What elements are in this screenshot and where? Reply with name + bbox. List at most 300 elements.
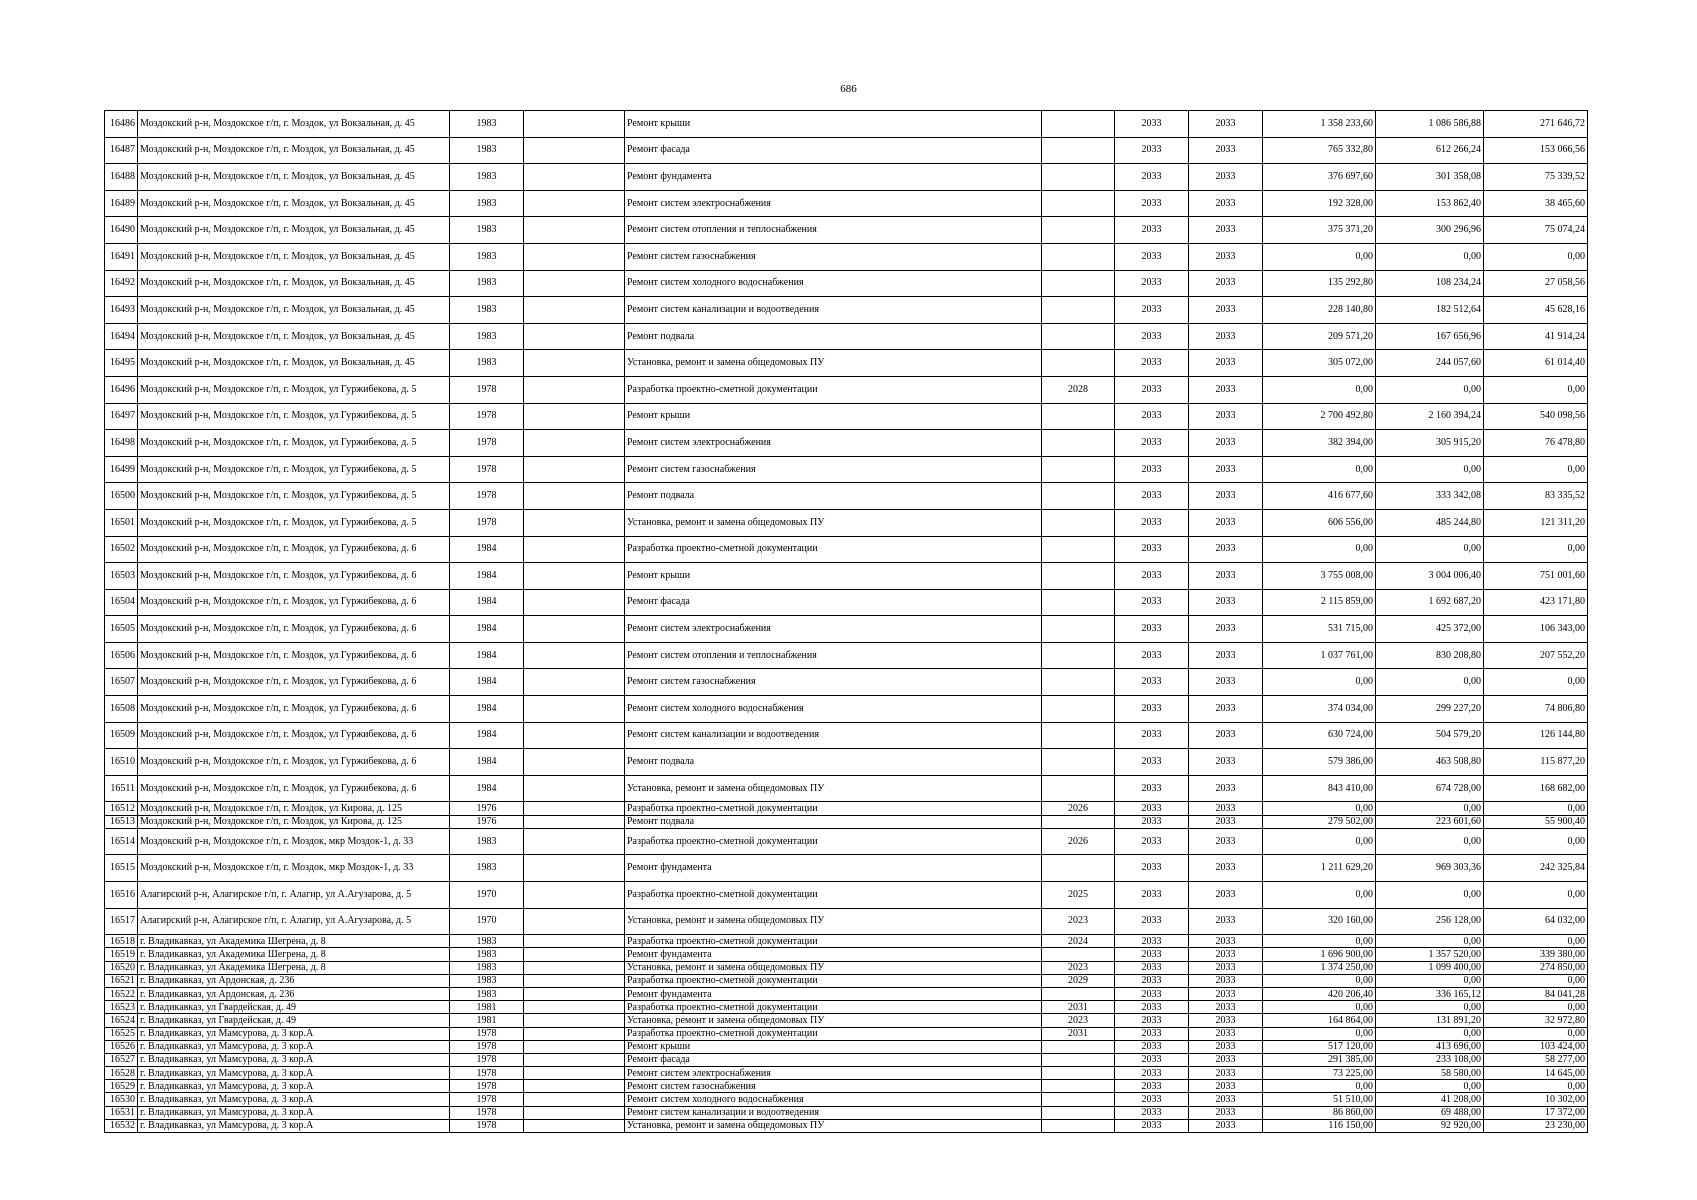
empty-cell	[524, 815, 625, 828]
table-row	[105, 1093, 1588, 1106]
owner-share-cell: 75 339,52	[1484, 164, 1588, 191]
planned-year-cell: 2023	[1042, 908, 1115, 935]
work-type-cell: Ремонт систем холодного водоснабжения	[625, 1093, 1042, 1106]
empty-cell	[524, 270, 625, 297]
total-cost-cell: 579 386,00	[1263, 749, 1376, 776]
start-year-cell: 2033	[1115, 642, 1189, 669]
owner-share-cell: 0,00	[1484, 882, 1588, 909]
start-year-cell: 2033	[1115, 137, 1189, 164]
table-row	[105, 908, 1588, 935]
total-cost-cell: 51 510,00	[1263, 1093, 1376, 1106]
fund-share-cell: 299 227,20	[1376, 696, 1484, 723]
fund-share-cell: 0,00	[1376, 802, 1484, 815]
year-built-cell: 1983	[450, 987, 524, 1000]
work-type-cell: Установка, ремонт и замена общедомовых ПУ	[625, 961, 1042, 974]
total-cost-cell: 0,00	[1263, 669, 1376, 696]
page-number: 686	[840, 83, 857, 95]
total-cost-cell: 0,00	[1263, 802, 1376, 815]
work-type-cell: Установка, ремонт и замена общедомовых ПУ	[625, 775, 1042, 802]
row-number-cell: 16486	[105, 111, 138, 138]
empty-cell	[524, 297, 625, 324]
start-year-cell: 2033	[1115, 483, 1189, 510]
start-year-cell: 2033	[1115, 855, 1189, 882]
table-row	[105, 828, 1588, 855]
table-row	[105, 589, 1588, 616]
address-cell: Моздокский р-н, Моздокское г/п, г. Моздок, ул Вокзальная, д. 45	[138, 111, 450, 138]
total-cost-cell: 517 120,00	[1263, 1040, 1376, 1053]
owner-share-cell: 83 335,52	[1484, 483, 1588, 510]
empty-cell	[524, 1040, 625, 1053]
address-cell: Моздокский р-н, Моздокское г/п, г. Моздок, ул Гуржибекова, д. 6	[138, 563, 450, 590]
address-cell: Моздокский р-н, Моздокское г/п, г. Моздок, ул Вокзальная, д. 45	[138, 323, 450, 350]
address-cell: г. Владикавказ, ул Мамсурова, д. 3 кор.А	[138, 1119, 450, 1132]
fund-share-cell: 182 512,64	[1376, 297, 1484, 324]
total-cost-cell: 374 034,00	[1263, 696, 1376, 723]
end-year-cell: 2033	[1189, 669, 1263, 696]
start-year-cell: 2033	[1115, 323, 1189, 350]
fund-share-cell: 3 004 006,40	[1376, 563, 1484, 590]
work-type-cell: Ремонт систем канализации и водоотведения	[625, 297, 1042, 324]
year-built-cell: 1978	[450, 403, 524, 430]
end-year-cell: 2033	[1189, 323, 1263, 350]
row-number-cell: 16524	[105, 1014, 138, 1027]
fund-share-cell: 0,00	[1376, 882, 1484, 909]
work-type-cell: Ремонт систем газоснабжения	[625, 456, 1042, 483]
total-cost-cell: 606 556,00	[1263, 509, 1376, 536]
fund-share-cell: 0,00	[1376, 935, 1484, 948]
owner-share-cell: 106 343,00	[1484, 616, 1588, 643]
work-type-cell: Ремонт систем электроснабжения	[625, 616, 1042, 643]
year-built-cell: 1978	[450, 430, 524, 457]
year-built-cell: 1983	[450, 828, 524, 855]
address-cell: г. Владикавказ, ул Мамсурова, д. 3 кор.А	[138, 1027, 450, 1040]
work-type-cell: Установка, ремонт и замена общедомовых ПУ	[625, 1014, 1042, 1027]
work-type-cell: Ремонт систем холодного водоснабжения	[625, 696, 1042, 723]
fund-share-cell: 0,00	[1376, 1027, 1484, 1040]
owner-share-cell: 751 001,60	[1484, 563, 1588, 590]
start-year-cell: 2033	[1115, 749, 1189, 776]
end-year-cell: 2033	[1189, 137, 1263, 164]
table-row	[105, 722, 1588, 749]
row-number-cell: 16505	[105, 616, 138, 643]
row-number-cell: 16516	[105, 882, 138, 909]
empty-cell	[524, 987, 625, 1000]
owner-share-cell: 0,00	[1484, 536, 1588, 563]
work-type-cell: Ремонт фундамента	[625, 987, 1042, 1000]
fund-share-cell: 485 244,80	[1376, 509, 1484, 536]
empty-cell	[524, 456, 625, 483]
owner-share-cell: 76 478,80	[1484, 430, 1588, 457]
empty-cell	[524, 908, 625, 935]
total-cost-cell: 228 140,80	[1263, 297, 1376, 324]
empty-cell	[524, 376, 625, 403]
end-year-cell: 2033	[1189, 1040, 1263, 1053]
total-cost-cell: 382 394,00	[1263, 430, 1376, 457]
fund-share-cell: 0,00	[1376, 536, 1484, 563]
fund-share-cell: 413 696,00	[1376, 1040, 1484, 1053]
start-year-cell: 2033	[1115, 217, 1189, 244]
table-row	[105, 815, 1588, 828]
empty-cell	[524, 616, 625, 643]
work-type-cell: Установка, ремонт и замена общедомовых ПУ	[625, 1119, 1042, 1132]
work-type-cell: Установка, ремонт и замена общедомовых ПУ	[625, 509, 1042, 536]
address-cell: Моздокский р-н, Моздокское г/п, г. Моздок, ул Гуржибекова, д. 5	[138, 456, 450, 483]
planned-year-cell: 2026	[1042, 828, 1115, 855]
total-cost-cell: 420 206,40	[1263, 987, 1376, 1000]
fund-share-cell: 305 915,20	[1376, 430, 1484, 457]
row-number-cell: 16527	[105, 1053, 138, 1066]
year-built-cell: 1984	[450, 616, 524, 643]
end-year-cell: 2033	[1189, 802, 1263, 815]
row-number-cell: 16489	[105, 190, 138, 217]
year-built-cell: 1978	[450, 376, 524, 403]
owner-share-cell: 207 552,20	[1484, 642, 1588, 669]
planned-year-cell	[1042, 696, 1115, 723]
planned-year-cell	[1042, 616, 1115, 643]
planned-year-cell	[1042, 403, 1115, 430]
owner-share-cell: 55 900,40	[1484, 815, 1588, 828]
total-cost-cell: 279 502,00	[1263, 815, 1376, 828]
end-year-cell: 2033	[1189, 775, 1263, 802]
end-year-cell: 2033	[1189, 855, 1263, 882]
fund-share-cell: 92 920,00	[1376, 1119, 1484, 1132]
total-cost-cell: 2 700 492,80	[1263, 403, 1376, 430]
owner-share-cell: 115 877,20	[1484, 749, 1588, 776]
row-number-cell: 16529	[105, 1080, 138, 1093]
empty-cell	[524, 669, 625, 696]
work-type-cell: Разработка проектно-сметной документации	[625, 882, 1042, 909]
row-number-cell: 16521	[105, 974, 138, 987]
fund-share-cell: 830 208,80	[1376, 642, 1484, 669]
row-number-cell: 16531	[105, 1106, 138, 1119]
start-year-cell: 2033	[1115, 430, 1189, 457]
year-built-cell: 1983	[450, 164, 524, 191]
owner-share-cell: 0,00	[1484, 669, 1588, 696]
empty-cell	[524, 589, 625, 616]
table-row	[105, 775, 1588, 802]
planned-year-cell	[1042, 642, 1115, 669]
row-number-cell: 16502	[105, 536, 138, 563]
fund-share-cell: 0,00	[1376, 1080, 1484, 1093]
year-built-cell: 1984	[450, 642, 524, 669]
planned-year-cell: 2029	[1042, 974, 1115, 987]
table-row	[105, 509, 1588, 536]
planned-year-cell: 2023	[1042, 961, 1115, 974]
owner-share-cell: 271 646,72	[1484, 111, 1588, 138]
address-cell: Моздокский р-н, Моздокское г/п, г. Моздок, ул Гуржибекова, д. 6	[138, 616, 450, 643]
row-number-cell: 16504	[105, 589, 138, 616]
work-type-cell: Ремонт систем отопления и теплоснабжения	[625, 642, 1042, 669]
total-cost-cell: 531 715,00	[1263, 616, 1376, 643]
address-cell: г. Владикавказ, ул Академика Шегрена, д. 8	[138, 948, 450, 961]
year-built-cell: 1983	[450, 270, 524, 297]
total-cost-cell: 2 115 859,00	[1263, 589, 1376, 616]
owner-share-cell: 168 682,00	[1484, 775, 1588, 802]
year-built-cell: 1978	[450, 483, 524, 510]
row-number-cell: 16495	[105, 350, 138, 377]
start-year-cell: 2033	[1115, 908, 1189, 935]
fund-share-cell: 256 128,00	[1376, 908, 1484, 935]
empty-cell	[524, 696, 625, 723]
fund-share-cell: 223 601,60	[1376, 815, 1484, 828]
year-built-cell: 1976	[450, 815, 524, 828]
planned-year-cell	[1042, 297, 1115, 324]
owner-share-cell: 0,00	[1484, 376, 1588, 403]
empty-cell	[524, 802, 625, 815]
owner-share-cell: 0,00	[1484, 828, 1588, 855]
planned-year-cell	[1042, 270, 1115, 297]
row-number-cell: 16526	[105, 1040, 138, 1053]
year-built-cell: 1983	[450, 111, 524, 138]
year-built-cell: 1984	[450, 696, 524, 723]
planned-year-cell: 2028	[1042, 376, 1115, 403]
total-cost-cell: 305 072,00	[1263, 350, 1376, 377]
table-row	[105, 1014, 1588, 1027]
planned-year-cell	[1042, 1040, 1115, 1053]
year-built-cell: 1978	[450, 456, 524, 483]
owner-share-cell: 0,00	[1484, 456, 1588, 483]
empty-cell	[524, 1093, 625, 1106]
row-number-cell: 16515	[105, 855, 138, 882]
row-number-cell: 16498	[105, 430, 138, 457]
planned-year-cell	[1042, 815, 1115, 828]
end-year-cell: 2033	[1189, 430, 1263, 457]
table-row	[105, 1119, 1588, 1132]
empty-cell	[524, 1027, 625, 1040]
address-cell: Моздокский р-н, Моздокское г/п, г. Моздок, ул Вокзальная, д. 45	[138, 190, 450, 217]
start-year-cell: 2033	[1115, 1027, 1189, 1040]
table-row	[105, 456, 1588, 483]
address-cell: Моздокский р-н, Моздокское г/п, г. Моздок, ул Гуржибекова, д. 5	[138, 376, 450, 403]
empty-cell	[524, 749, 625, 776]
work-type-cell: Ремонт фасада	[625, 1053, 1042, 1066]
row-number-cell: 16488	[105, 164, 138, 191]
work-type-cell: Разработка проектно-сметной документации	[625, 536, 1042, 563]
owner-share-cell: 0,00	[1484, 1027, 1588, 1040]
planned-year-cell: 2023	[1042, 1014, 1115, 1027]
planned-year-cell	[1042, 1119, 1115, 1132]
address-cell: Моздокский р-н, Моздокское г/п, г. Моздок, ул Вокзальная, д. 45	[138, 217, 450, 244]
end-year-cell: 2033	[1189, 350, 1263, 377]
start-year-cell: 2033	[1115, 815, 1189, 828]
end-year-cell: 2033	[1189, 882, 1263, 909]
table-row	[105, 616, 1588, 643]
start-year-cell: 2033	[1115, 589, 1189, 616]
row-number-cell: 16494	[105, 323, 138, 350]
end-year-cell: 2033	[1189, 908, 1263, 935]
year-built-cell: 1983	[450, 323, 524, 350]
year-built-cell: 1983	[450, 190, 524, 217]
planned-year-cell	[1042, 456, 1115, 483]
planned-year-cell	[1042, 722, 1115, 749]
start-year-cell: 2033	[1115, 935, 1189, 948]
address-cell: Моздокский р-н, Моздокское г/п, г. Моздок, ул Гуржибекова, д. 6	[138, 536, 450, 563]
work-type-cell: Разработка проектно-сметной документации	[625, 1001, 1042, 1014]
end-year-cell: 2033	[1189, 536, 1263, 563]
owner-share-cell: 27 058,56	[1484, 270, 1588, 297]
empty-cell	[524, 536, 625, 563]
work-type-cell: Разработка проектно-сметной документации	[625, 376, 1042, 403]
year-built-cell: 1981	[450, 1014, 524, 1027]
start-year-cell: 2033	[1115, 1067, 1189, 1080]
start-year-cell: 2033	[1115, 1080, 1189, 1093]
table-row	[105, 430, 1588, 457]
work-type-cell: Ремонт крыши	[625, 111, 1042, 138]
address-cell: г. Владикавказ, ул Гвардейская, д. 49	[138, 1001, 450, 1014]
total-cost-cell: 73 225,00	[1263, 1067, 1376, 1080]
work-type-cell: Ремонт систем газоснабжения	[625, 669, 1042, 696]
owner-share-cell: 0,00	[1484, 802, 1588, 815]
end-year-cell: 2033	[1189, 456, 1263, 483]
address-cell: г. Владикавказ, ул Мамсурова, д. 3 кор.А	[138, 1093, 450, 1106]
row-number-cell: 16487	[105, 137, 138, 164]
address-cell: Моздокский р-н, Моздокское г/п, г. Моздок, ул Вокзальная, д. 45	[138, 350, 450, 377]
work-type-cell: Ремонт систем электроснабжения	[625, 430, 1042, 457]
row-number-cell: 16497	[105, 403, 138, 430]
end-year-cell: 2033	[1189, 1014, 1263, 1027]
table-row	[105, 111, 1588, 138]
work-type-cell: Ремонт крыши	[625, 403, 1042, 430]
row-number-cell: 16500	[105, 483, 138, 510]
fund-share-cell: 300 296,96	[1376, 217, 1484, 244]
year-built-cell: 1984	[450, 669, 524, 696]
table-row	[105, 1027, 1588, 1040]
empty-cell	[524, 974, 625, 987]
row-number-cell: 16490	[105, 217, 138, 244]
address-cell: г. Владикавказ, ул Мамсурова, д. 3 кор.А	[138, 1053, 450, 1066]
fund-share-cell: 301 358,08	[1376, 164, 1484, 191]
work-type-cell: Ремонт фундамента	[625, 164, 1042, 191]
planned-year-cell	[1042, 323, 1115, 350]
table-row	[105, 1067, 1588, 1080]
start-year-cell: 2033	[1115, 1093, 1189, 1106]
fund-share-cell: 69 488,00	[1376, 1106, 1484, 1119]
table-body	[105, 111, 1588, 1133]
address-cell: г. Владикавказ, ул Академика Шегрена, д. 8	[138, 935, 450, 948]
total-cost-cell: 291 385,00	[1263, 1053, 1376, 1066]
work-type-cell: Ремонт фундамента	[625, 948, 1042, 961]
planned-year-cell	[1042, 749, 1115, 776]
table-row	[105, 935, 1588, 948]
work-type-cell: Ремонт подвала	[625, 815, 1042, 828]
owner-share-cell: 274 850,00	[1484, 961, 1588, 974]
end-year-cell: 2033	[1189, 589, 1263, 616]
total-cost-cell: 116 150,00	[1263, 1119, 1376, 1132]
start-year-cell: 2033	[1115, 1053, 1189, 1066]
empty-cell	[524, 430, 625, 457]
empty-cell	[524, 1080, 625, 1093]
row-number-cell: 16513	[105, 815, 138, 828]
end-year-cell: 2033	[1189, 961, 1263, 974]
row-number-cell: 16518	[105, 935, 138, 948]
table-row	[105, 1106, 1588, 1119]
table-row	[105, 1053, 1588, 1066]
row-number-cell: 16519	[105, 948, 138, 961]
fund-share-cell: 0,00	[1376, 669, 1484, 696]
table-row	[105, 137, 1588, 164]
address-cell: Моздокский р-н, Моздокское г/п, г. Моздок, ул Гуржибекова, д. 5	[138, 509, 450, 536]
planned-year-cell	[1042, 137, 1115, 164]
start-year-cell: 2033	[1115, 164, 1189, 191]
row-number-cell: 16514	[105, 828, 138, 855]
address-cell: Моздокский р-н, Моздокское г/п, г. Моздок, ул Гуржибекова, д. 5	[138, 483, 450, 510]
owner-share-cell: 0,00	[1484, 243, 1588, 270]
work-type-cell: Установка, ремонт и замена общедомовых ПУ	[625, 908, 1042, 935]
year-built-cell: 1970	[450, 882, 524, 909]
start-year-cell: 2033	[1115, 974, 1189, 987]
row-number-cell: 16508	[105, 696, 138, 723]
fund-share-cell: 1 086 586,88	[1376, 111, 1484, 138]
address-cell: Моздокский р-н, Моздокское г/п, г. Моздок, ул Гуржибекова, д. 6	[138, 589, 450, 616]
table-row	[105, 270, 1588, 297]
row-number-cell: 16503	[105, 563, 138, 590]
work-type-cell: Разработка проектно-сметной документации	[625, 974, 1042, 987]
end-year-cell: 2033	[1189, 642, 1263, 669]
planned-year-cell: 2031	[1042, 1027, 1115, 1040]
table-row	[105, 563, 1588, 590]
work-type-cell: Ремонт подвала	[625, 483, 1042, 510]
start-year-cell: 2033	[1115, 111, 1189, 138]
table-row	[105, 483, 1588, 510]
year-built-cell: 1983	[450, 243, 524, 270]
table-row	[105, 1080, 1588, 1093]
owner-share-cell: 339 380,00	[1484, 948, 1588, 961]
empty-cell	[524, 775, 625, 802]
year-built-cell: 1978	[450, 1106, 524, 1119]
work-type-cell: Ремонт фундамента	[625, 855, 1042, 882]
table-row	[105, 802, 1588, 815]
table-row	[105, 974, 1588, 987]
table-row	[105, 297, 1588, 324]
year-built-cell: 1978	[450, 509, 524, 536]
year-built-cell: 1978	[450, 1053, 524, 1066]
planned-year-cell: 2026	[1042, 802, 1115, 815]
table-row	[105, 987, 1588, 1000]
address-cell: Моздокский р-н, Моздокское г/п, г. Моздок, ул Гуржибекова, д. 6	[138, 722, 450, 749]
year-built-cell: 1984	[450, 536, 524, 563]
planned-year-cell	[1042, 987, 1115, 1000]
end-year-cell: 2033	[1189, 722, 1263, 749]
total-cost-cell: 0,00	[1263, 243, 1376, 270]
planned-year-cell	[1042, 430, 1115, 457]
start-year-cell: 2033	[1115, 563, 1189, 590]
table-row	[105, 642, 1588, 669]
owner-share-cell: 75 074,24	[1484, 217, 1588, 244]
fund-share-cell: 233 108,00	[1376, 1053, 1484, 1066]
end-year-cell: 2033	[1189, 164, 1263, 191]
end-year-cell: 2033	[1189, 376, 1263, 403]
year-built-cell: 1983	[450, 297, 524, 324]
table-row	[105, 243, 1588, 270]
fund-share-cell: 0,00	[1376, 456, 1484, 483]
empty-cell	[524, 1119, 625, 1132]
year-built-cell: 1983	[450, 217, 524, 244]
end-year-cell: 2033	[1189, 1080, 1263, 1093]
fund-share-cell: 41 208,00	[1376, 1093, 1484, 1106]
row-number-cell: 16507	[105, 669, 138, 696]
start-year-cell: 2033	[1115, 456, 1189, 483]
row-number-cell: 16492	[105, 270, 138, 297]
end-year-cell: 2033	[1189, 190, 1263, 217]
planned-year-cell	[1042, 589, 1115, 616]
empty-cell	[524, 350, 625, 377]
fund-share-cell: 0,00	[1376, 243, 1484, 270]
empty-cell	[524, 642, 625, 669]
table-row	[105, 323, 1588, 350]
year-built-cell: 1970	[450, 908, 524, 935]
start-year-cell: 2033	[1115, 509, 1189, 536]
end-year-cell: 2033	[1189, 1027, 1263, 1040]
